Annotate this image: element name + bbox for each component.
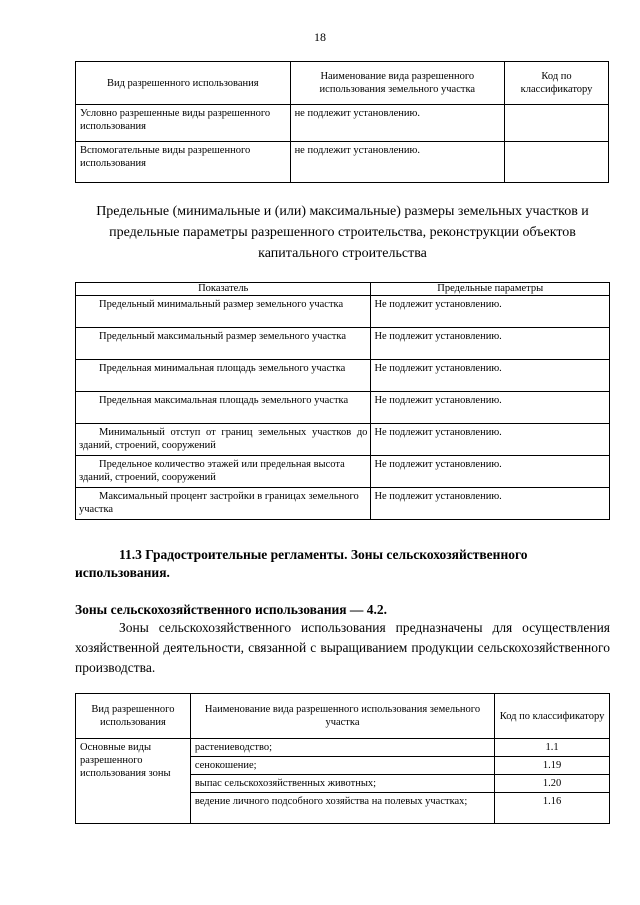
- table-cell: Предельный минимальный размер земельного участка: [76, 296, 371, 328]
- table-cell: не подлежит установлению.: [290, 142, 505, 183]
- table-cell: Предельная максимальная площадь земельного участка: [76, 392, 371, 424]
- table-row: [76, 328, 610, 360]
- table-cell: выпас сельскохозяйственных животных;: [190, 775, 494, 793]
- table-cell: 1.19: [495, 757, 610, 775]
- table-cell: Условно разрешенные виды разрешенного использования: [76, 105, 291, 142]
- table-cell: 1.16: [495, 793, 610, 824]
- table-row: [76, 392, 610, 424]
- table-row: [76, 105, 609, 142]
- table-row: [76, 488, 610, 520]
- table-header: Показатель: [76, 283, 371, 296]
- table-row: [76, 424, 610, 456]
- table-header: Код по классификатору: [495, 694, 610, 739]
- table-row: [76, 296, 610, 328]
- table-cell: Минимальный отступ от границ земельных участков до зданий, строений, сооружений: [76, 424, 371, 456]
- table-cell: Не подлежит установлению.: [371, 456, 610, 488]
- table-cell: Не подлежит установлению.: [371, 360, 610, 392]
- table-row: [76, 360, 610, 392]
- params-heading: Предельные (минимальные и (или) максимальные) размеры земельных участков и предельные параметры разрешенного строительства, реконструкции объектов капитального строительства: [96, 204, 589, 261]
- table-cell: растениеводство;: [190, 739, 494, 757]
- table-cell: Вспомогательные виды разрешенного использования: [76, 142, 291, 183]
- table-cell: Максимальный процент застройки в границах земельного участка: [76, 488, 371, 520]
- table-cell: [505, 142, 609, 183]
- table-cell: Предельный максимальный размер земельного участка: [76, 328, 371, 360]
- table-header: Вид разрешенного использования: [76, 62, 291, 105]
- table-cell: Не подлежит установлению.: [371, 488, 610, 520]
- table-cell: сенокошение;: [190, 757, 494, 775]
- table-cell: Предельная минимальная площадь земельного участка: [76, 360, 371, 392]
- table-row: [76, 739, 610, 757]
- table-cell: Не подлежит установлению.: [371, 296, 610, 328]
- table-cell: Не подлежит установлению.: [371, 328, 610, 360]
- table-cell: Предельное количество этажей или предельная высота зданий, строений, сооружений: [76, 456, 371, 488]
- table-cell: не подлежит установлению.: [290, 105, 505, 142]
- params-table: [75, 282, 610, 520]
- table-header: Вид разрешенного использования: [76, 694, 191, 739]
- table-header: Наименование вида разрешенного использования земельного участка: [290, 62, 505, 105]
- table-cell: ведение личного подсобного хозяйства на полевых участках;: [190, 793, 494, 824]
- table-cell: 1.20: [495, 775, 610, 793]
- table-cell: Не подлежит установлению.: [371, 424, 610, 456]
- table-row: [76, 142, 609, 183]
- permitted-use-table: [75, 61, 609, 183]
- table-row: [76, 456, 610, 488]
- group-label-cell: Основные виды разрешенного использования зоны: [76, 739, 191, 824]
- table-header: Предельные параметры: [371, 283, 610, 296]
- page-number: 18: [314, 30, 326, 44]
- table-header: Код по классификатору: [505, 62, 609, 105]
- zone-paragraph: Зоны сельскохозяйственного использования предназначены для осуществления хозяйственной деятельности, связанной с выращиванием продукции сельскохозяйственного производства.: [75, 620, 610, 675]
- table-cell: Не подлежит установлению.: [371, 392, 610, 424]
- agri-use-table: [75, 693, 610, 824]
- table-cell: [505, 105, 609, 142]
- section-title: 11.3 Градостроительные регламенты. Зоны сельскохозяйственного использования.: [75, 547, 528, 580]
- zone-title: Зоны сельскохозяйственного использования — 4.2.: [75, 602, 388, 617]
- table-cell: 1.1: [495, 739, 610, 757]
- table-header: Наименование вида разрешенного использования земельного участка: [190, 694, 494, 739]
